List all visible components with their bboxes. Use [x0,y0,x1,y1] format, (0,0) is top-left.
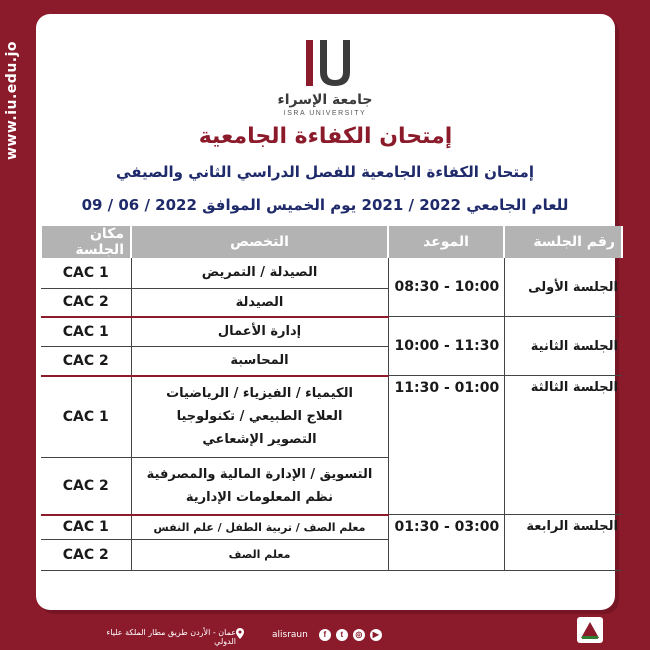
footer-emblem-icon [576,616,604,644]
table-row [41,515,622,540]
specialty-cell [131,457,388,515]
session-time: 11:30 - 01:00 [388,376,504,515]
academic-year: 2021 / 2022 [361,196,461,214]
session-time: 08:30 - 10:00 [388,258,504,317]
header-time: الموعد [388,226,504,258]
header-specialty: التخصص [131,226,388,258]
room-cell: CAC 1 [41,317,131,347]
session-name: الجلسة الأولى [504,258,622,317]
table-row [41,376,622,458]
iu-logo-icon [300,38,356,88]
exam-date: 09 / 06 / 2022 [81,196,197,214]
room-cell: CAC 2 [41,288,131,316]
page-subtitle: إمتحان الكفاءة الجامعية للفصل الدراسي الثاني والصيفي [116,163,534,181]
room-cell: CAC 1 [41,515,131,540]
table-row [41,317,622,347]
website-url: www.iu.edu.jo [4,40,20,160]
twitter-icon[interactable]: t [336,629,348,641]
youtube-icon[interactable]: ▶ [370,629,382,641]
specialty-line: الصيدلة / التمريض [201,265,318,281]
date-line [60,196,590,214]
session-name: الجلسة الثانية [504,317,622,376]
specialty-line: الكيمياء / الفيزياء / الرياضيات [166,386,353,401]
specialty-line: نظم المعلومات الإدارية [185,489,334,505]
specialty-line: معلم الصف / تربية الطفل / علم النفس [153,520,366,534]
facebook-icon[interactable]: f [319,629,331,641]
specialty-cell [131,376,388,458]
university-name-en: ISRA UNIVERSITY [283,110,367,117]
specialty-line: الصيدلة [235,294,284,310]
page-title: إمتحان الكفاءة الجامعية [198,124,453,149]
university-name-ar: جامعة الإسراء [277,92,373,108]
specialty-cell [131,317,388,347]
room-cell: CAC 2 [41,539,131,570]
specialty-line: إدارة الأعمال [217,324,302,339]
specialty-cell [131,539,388,570]
specialty-line: التسويق / الإدارة المالية والمصرفية [146,466,373,482]
specialty-cell [131,515,388,540]
room-cell: CAC 1 [41,376,131,458]
table-row [41,258,622,288]
specialty-cell [131,258,388,288]
room-cell: CAC 1 [41,258,131,288]
specialty-line: المحاسبة [230,353,289,368]
session-time: 01:30 - 03:00 [388,515,504,571]
instagram-icon[interactable]: ◎ [353,629,365,641]
specialty-line: العلاج الطبيعي / تكنولوجيا [176,409,343,424]
specialty-line: معلم الصف [228,548,291,561]
specialty-line: التصوير الإشعاعي [202,432,317,447]
social-links [272,628,382,642]
specialty-cell [131,288,388,316]
schedule-table [40,226,623,571]
session-name: الجلسة الرابعة [504,515,622,571]
footer-address: عمان - الأردن طريق مطار الملكة علياء الدولي [106,628,236,646]
header-session: رقم الجلسة [504,226,622,258]
university-logo [270,38,380,128]
location-pin-icon [236,628,244,639]
specialty-cell [131,346,388,376]
room-cell: CAC 2 [41,457,131,515]
room-cell: CAC 2 [41,346,131,376]
year-prefix: للعام الجامعي [466,196,569,214]
header-room: مكان الجلسة [41,226,131,258]
day-text: يوم الخميس الموافق [202,196,357,214]
session-name: الجلسة الثالثة [504,376,622,515]
table-header-row [41,226,622,258]
social-handle[interactable]: alisraun [272,630,308,640]
session-time: 10:00 - 11:30 [388,317,504,376]
